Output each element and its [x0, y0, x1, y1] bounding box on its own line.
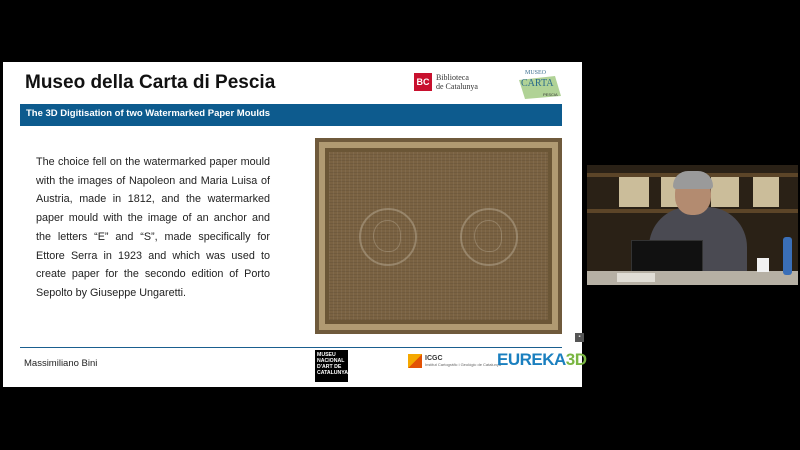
- mnac-logo: MUSEU NACIONAL D'ART DE CATALUNYA: [315, 350, 348, 382]
- icgc-subtext: Institut Cartogràfic i Geològic de Catalunya: [425, 362, 502, 367]
- museo-line2: CARTA: [521, 78, 554, 89]
- museo-line1: MUSEO: [525, 70, 547, 76]
- slide-banner: [20, 104, 562, 126]
- eureka-text: EUREKA: [497, 350, 566, 369]
- speaker-nameplate: [617, 273, 655, 282]
- watermark-medallion-right: [460, 208, 518, 266]
- camera-icon[interactable]: ▪: [575, 333, 584, 342]
- bc-line1: Biblioteca: [436, 73, 469, 82]
- bc-line2: de Catalunya: [436, 82, 478, 91]
- speaker-video-feed: [587, 165, 798, 285]
- presenter-name: Massimiliano Bini: [24, 358, 98, 369]
- eureka-3d-text: 3D: [565, 350, 587, 369]
- watermark-mould-photo: [315, 138, 562, 334]
- eureka3d-logo: [497, 350, 587, 370]
- slide-body-text: The choice fell on the watermarked paper mould with the images of Napoleon and Maria Luisa of Austria, made in 1812, and the watermarked paper mould with the image of an anchor and the letters “E” and “S”, made specifically for Ettore Serra in 1923 and which was used to create paper for the secondo edition of Porto Sepolto by Giuseppe Ungaretti.: [36, 156, 270, 299]
- icgc-text: ICGC: [425, 355, 443, 362]
- speaker-hair: [673, 171, 713, 189]
- icgc-mark: [408, 354, 422, 368]
- slide-title: Museo della Carta di Pescia: [25, 72, 276, 93]
- bc-text: [436, 73, 478, 91]
- banner-text: The 3D Digitisation of two Watermarked Paper Moulds: [26, 108, 271, 119]
- museo-line3: PESCIA: [543, 92, 558, 97]
- bc-mark: BC: [414, 73, 432, 91]
- biblioteca-catalunya-logo: [414, 72, 478, 92]
- cup: [757, 258, 769, 272]
- icgc-logo: [408, 354, 501, 368]
- shelf-book: [753, 177, 779, 207]
- footer-divider: [20, 347, 562, 348]
- shelf-book: [619, 177, 649, 207]
- water-bottle: [783, 237, 792, 275]
- museo-carta-logo: [515, 66, 563, 102]
- watermark-medallion-left: [359, 208, 417, 266]
- shelf-book: [711, 177, 739, 207]
